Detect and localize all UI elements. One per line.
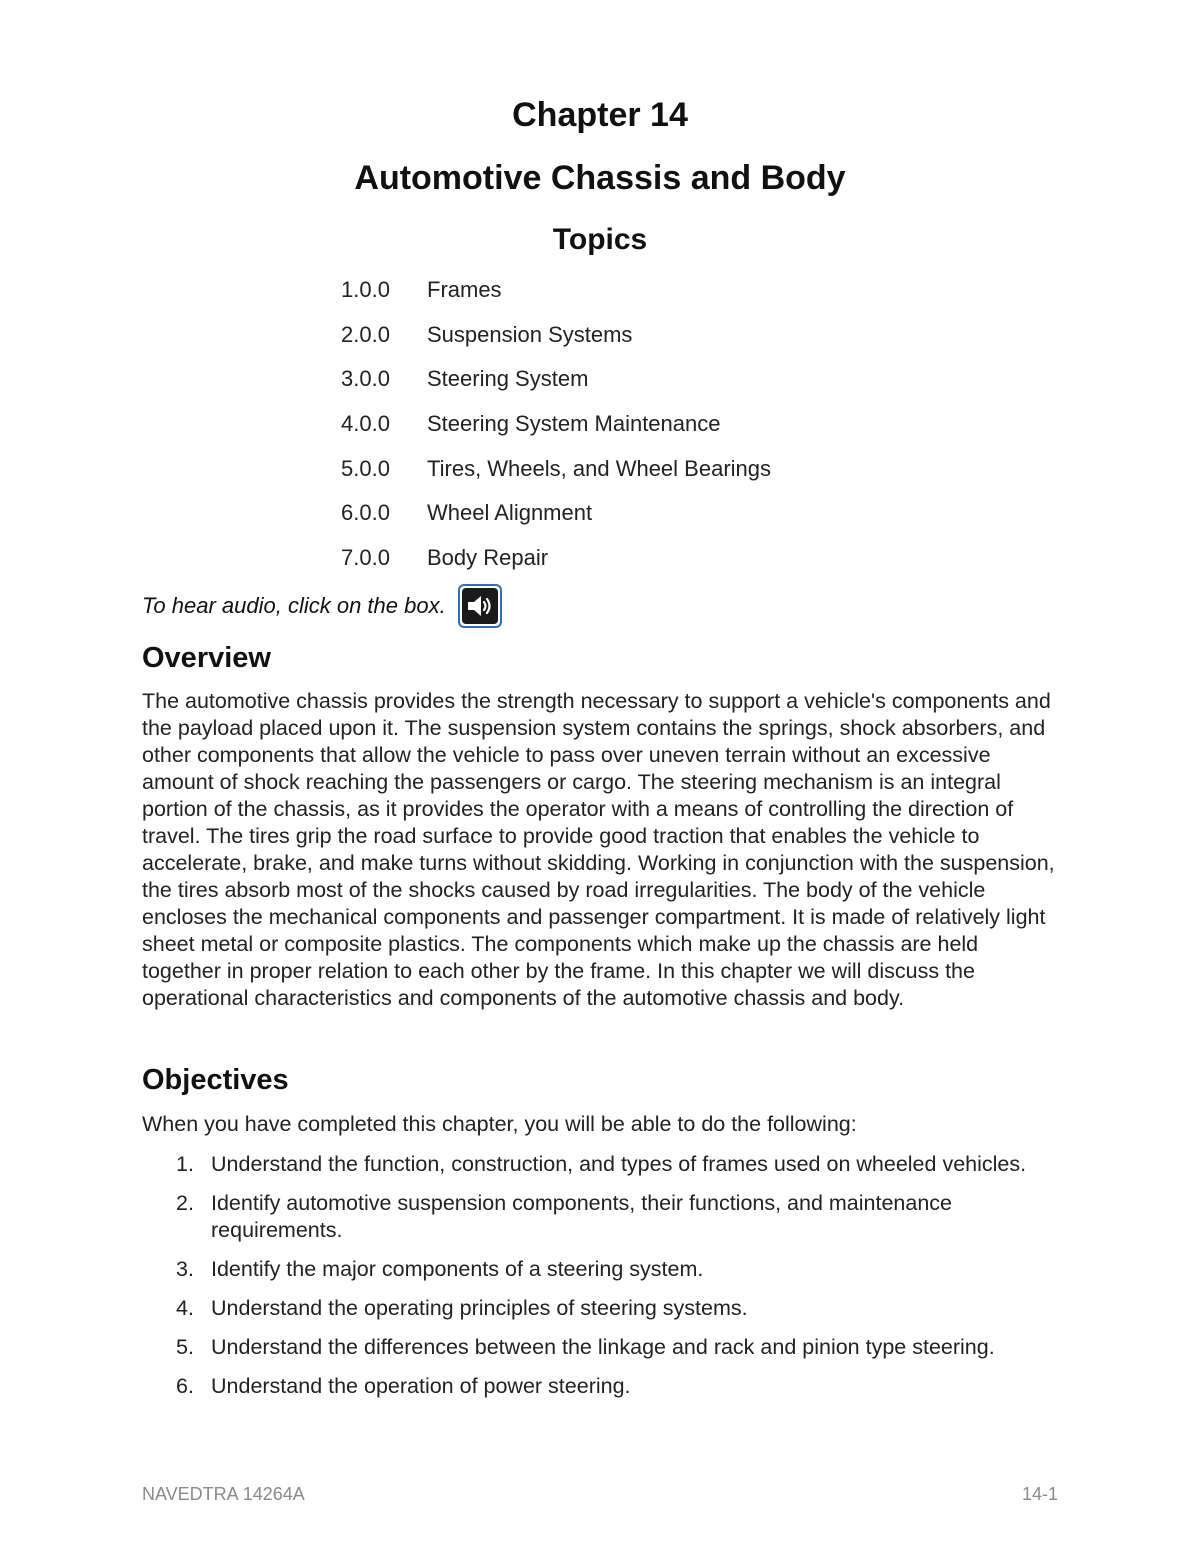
footer-page-number: 14-1: [1021, 1484, 1058, 1504]
objectives-heading: Objectives: [142, 1064, 289, 1096]
topic-item: [341, 455, 771, 500]
objective-text: Understand the operation of power steering.: [211, 1374, 631, 1398]
objective-item: [142, 1373, 1042, 1400]
audio-prompt-text: To hear audio, click on the box.: [142, 593, 446, 618]
objective-number: 6.: [176, 1374, 194, 1398]
objective-item: [142, 1295, 1042, 1322]
objective-text: Identify the major components of a steering system.: [211, 1257, 704, 1281]
objective-item: [142, 1256, 1042, 1283]
objective-item: [142, 1190, 1042, 1244]
objectives-intro: When you have completed this chapter, you will be able to do the following:: [142, 1112, 857, 1136]
objective-item: [142, 1151, 1042, 1178]
topic-item: [341, 276, 771, 321]
footer-document-id: NAVEDTRA 14264A: [142, 1484, 305, 1504]
objectives-list: [142, 1151, 1042, 1412]
topic-item: [341, 499, 771, 544]
speaker-icon: [462, 588, 498, 624]
objective-text: Understand the function, construction, and types of frames used on wheeled vehicles.: [211, 1152, 1027, 1176]
topics-list: [341, 276, 771, 589]
topic-label: Steering System Maintenance: [427, 411, 721, 437]
topic-number: 3.0.0: [341, 366, 390, 392]
topic-number: 6.0.0: [341, 500, 390, 526]
chapter-number: Chapter 14: [512, 96, 688, 134]
objective-number: 2.: [176, 1191, 194, 1215]
topic-label: Tires, Wheels, and Wheel Bearings: [427, 455, 771, 481]
topic-item: [341, 365, 771, 410]
topic-label: Steering System: [427, 366, 589, 392]
topic-number: 4.0.0: [341, 411, 390, 437]
objective-text: Understand the differences between the linkage and rack and pinion type steering.: [211, 1335, 995, 1359]
objective-number: 5.: [176, 1335, 194, 1359]
objective-text: Identify automotive suspension components, their functions, and maintenance requirements.: [211, 1191, 953, 1242]
topic-item: [341, 410, 771, 455]
objective-number: 1.: [176, 1152, 194, 1176]
topic-number: 1.0.0: [341, 277, 390, 302]
objective-item: [142, 1334, 1042, 1361]
audio-prompt-line: [142, 582, 502, 630]
overview-paragraph: The automotive chassis provides the strength necessary to support a vehicle's components and the payload placed upon it. The suspension system contains the springs, shock absorbers, and other components that allow the vehicle to pass over uneven terrain without an excessive amount of shock reaching the passengers or cargo. The steering mechanism is an integral portion of the chassis, as it provides the operator with a means of controlling the direction of travel. The tires grip the road surface to provide good traction that enables the vehicle to accelerate, brake, and make turns without skidding. Working in conjunction with the suspension, the tires absorb most of the shocks caused by road irregularities. The body of the vehicle encloses the mechanical components and passenger compartment. It is made of relatively light sheet metal or composite plastics. The components which make up the chassis are held together in proper relation to each other by the frame. In this chapter we will discuss the operational characteristics and components of the automotive chassis and body.: [142, 689, 1055, 1010]
topics-heading: Topics: [552, 223, 648, 256]
objective-text: Understand the operating principles of steering systems.: [211, 1296, 748, 1320]
topic-number: 2.0.0: [341, 321, 390, 347]
chapter-title: Automotive Chassis and Body: [354, 159, 846, 197]
topic-label: Body Repair: [427, 545, 549, 571]
topic-label: Frames: [427, 277, 502, 302]
overview-heading: Overview: [142, 642, 271, 674]
topic-item: [341, 321, 771, 366]
topic-label: Suspension Systems: [427, 321, 633, 347]
topic-number: 7.0.0: [341, 545, 390, 571]
objective-number: 4.: [176, 1296, 194, 1320]
audio-play-button[interactable]: [458, 584, 502, 628]
topic-label: Wheel Alignment: [427, 500, 593, 526]
topic-number: 5.0.0: [341, 455, 390, 481]
objective-number: 3.: [176, 1257, 194, 1281]
